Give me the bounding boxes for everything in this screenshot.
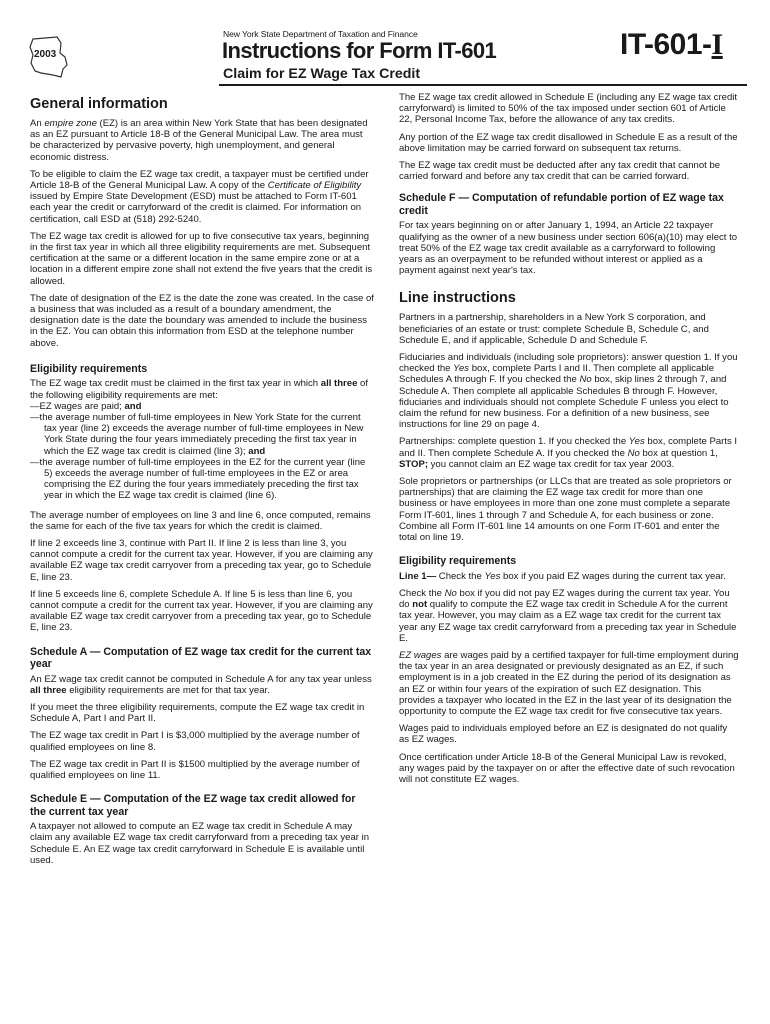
paragraph: Once certification under Article 18-B of the General Municipal Law is revoked, any wages paid by the taxpayer on or after the effective date of such revocation will not constitute EZ wages. xyxy=(399,751,735,786)
eligibility-list xyxy=(30,401,374,502)
department-name: New York State Department of Taxation and Finance xyxy=(223,29,418,39)
paragraph: The average number of employees on line 3 and line 6, once computed, remains the same for each of the five tax years for which the credit is claimed. xyxy=(30,509,371,532)
paragraph: EZ wages are wages paid by a certified taxpayer for full-time employment during the tax year in an area designated or previously designated as an EZ, if such employment is in a job created in the EZ during the period of its designation as an EZ or within four years of the expiration of such EZ designation. This provides a taxpayer who located in the EZ in the last year of its designation the opportunity to compute the EZ wage tax credit for five consecutive tax years. xyxy=(399,650,739,718)
paragraph: An EZ wage tax credit cannot be computed in Schedule A for any tax year unless all three eligibility requirements are met for that tax year. xyxy=(30,673,372,696)
paragraph: The date of designation of the EZ is the date the zone was created. In the case of a business that was included as a result of a boundary amendment, the designation date is the date the boundary was amended to include the business in the EZ. You can obtain this information from ESD at the telephone number above. xyxy=(30,292,374,349)
paragraph: Fiduciaries and individuals (including sole proprietors): answer question 1. If you checked the Yes box, complete Parts I and II. Then complete all applicable Schedules A through F. If you checked the No box, skip lines 2 through 7, and Schedule A. Then complete all applicable Schedules B through F. However, fiduciaries and individuals should not complete Schedule F unless you elect to claim the refund for new business. For a definition of a new business, see instructions for line 29 on page 4. xyxy=(399,352,738,431)
paragraph: The EZ wage tax credit is allowed for up to five consecutive tax years, beginning in the first tax year in which all three eligibility requirements are met. Subsequent certification at the same or a different location in the same empire zone or at a location in a different empire zone shall not extend the five years that the credit is allowed. xyxy=(30,230,373,287)
paragraph: If line 2 exceeds line 3, continue with Part II. If line 2 is less than line 3, you cannot compute a credit for the current tax year. However, if you are claiming any available EZ wage tax credit carryover from a preceding tax year, go to Schedule E, line 23. xyxy=(30,538,373,583)
paragraph: The EZ wage tax credit in Part II is $1500 multiplied by the average number of qualified employees on line 11. xyxy=(30,758,360,782)
paragraph: An empire zone (EZ) is an area within New York State that has been designated as an EZ pursuant to Article 18-B of the General Municipal Law. The area must be characterized by pervasive poverty, high unemployment, and general economic distress. xyxy=(30,118,368,163)
paragraph: If line 5 exceeds line 6, complete Schedule A. If line 5 is less than line 6, you cannot compute a credit for the current tax year. However, if you are claiming any available EZ wage tax credit carryover from a preceding tax year, go to Schedule E, line 23. xyxy=(30,588,373,634)
paragraph: A taxpayer not allowed to compute an EZ wage tax credit in Schedule A may claim any available EZ wage tax credit carryforward from a preceding tax year in Schedule E. An EZ wage tax credit carryforward in Schedule E is available until used. xyxy=(30,821,370,866)
paragraph: Wages paid to individuals employed before an EZ is designated do not qualify as EZ wages. xyxy=(399,723,728,746)
list-item: — the average number of full-time employees in the EZ for the current year (line 5) exceeds the average number of full-time employees in the EZ or area comprising the EZ during the four years immediately preceding the first tax year in which the EZ wage tax credit is claimed (line 6). xyxy=(30,457,374,502)
page-subtitle: Claim for EZ Wage Tax Credit xyxy=(223,66,421,82)
ny-state-logo xyxy=(27,33,71,79)
paragraph: If you meet the three eligibility requirements, compute the EZ wage tax credit in Schedule A, Part I and Part II. xyxy=(30,702,365,725)
paragraph: The EZ wage tax credit must be claimed in the first tax year in which all three of the following eligibility requirements are met: xyxy=(30,378,369,401)
paragraph: To be eligible to claim the EZ wage tax credit, a taxpayer must be certified under Article 18-B of the General Municipal Law. A copy of the Certificate of Eligibility issued by Empire State Development (ESD) must be attached to Form IT-601 each year the credit or carryforward of the credit is claimed. For information on certification, call ESD at (518) 292-5240. xyxy=(30,168,369,225)
schedule-f-heading: Schedule F — Computation of refundable portion of EZ wage tax credit xyxy=(399,192,724,217)
form-number-suffix: I xyxy=(711,28,723,61)
year-label: 2003 xyxy=(34,49,57,60)
eligibility-heading-right: Eligibility requirements xyxy=(399,555,517,568)
eligibility-heading: Eligibility requirements xyxy=(30,362,148,375)
paragraph: Partners in a partnership, shareholders in a New York S corporation, and beneficiaries of an estate or trust: complete Schedule B, Schedule C, and Schedule E, and if applicable, Schedule D and Schedule F. xyxy=(399,312,709,346)
paragraph: Partnerships: complete question 1. If you checked the Yes box, complete Parts I and II. Then complete Schedule A. If you checked the No box at question 1, STOP; you cannot claim an EZ wage tax credit for tax year 2003. xyxy=(399,436,738,470)
paragraph: The EZ wage tax credit must be deducted after any tax credit that cannot be carried forward and before any tax credit that can be carried forward. xyxy=(399,160,721,183)
line-instructions-heading: Line instructions xyxy=(399,290,516,307)
list-item: — the average number of full-time employees in New York State for the current tax year (line 2) exceeds the average number of full-time employees in New York State during the four years immediately preceding the first tax year in which the EZ wage tax credit is claimed (line 3); and xyxy=(30,412,374,457)
paragraph: For tax years beginning on or after January 1, 1994, an Article 22 taxpayer qualifying as the owner of a new business under section 606(a)(10) may elect to treat 50% of the EZ wage tax credit available as a carryforward to following years as an overpayment to be refunded without interest or applied as a payment against next year's tax. xyxy=(399,220,738,277)
form-number: IT-601-I xyxy=(620,28,723,61)
paragraph: Line 1— Check the Yes box if you paid EZ wages during the current tax year. xyxy=(399,570,726,582)
paragraph: The EZ wage tax credit in Part I is $3,000 multiplied by the average number of qualified employees on line 8. xyxy=(30,730,360,753)
list-item: — EZ wages are paid; and xyxy=(30,401,374,412)
left-column xyxy=(30,92,374,872)
paragraph: The EZ wage tax credit allowed in Schedule E (including any EZ wage tax credit carryforward) is limited to 50% of the tax imposed under section 601 of Article 22, Personal Income Tax, before the allowance of any tax credits. xyxy=(399,92,738,126)
paragraph: Check the No box if you did not pay EZ wages during the current tax year. You do not qualify to compute the EZ wage tax credit in Schedule A for the current tax year. However, you may claim as a EZ wage tax credit for the current tax year any EZ wage tax credit carryforward from a preceding tax year in Schedule E. xyxy=(399,588,737,644)
schedule-e-heading: Schedule E — Computation of the EZ wage tax credit allowed for the current tax year xyxy=(30,793,356,818)
general-info-heading: General information xyxy=(30,96,168,112)
paragraph: Any portion of the EZ wage tax credit disallowed in Schedule E as a result of the above limitation may be carried forward on subsequent tax returns. xyxy=(399,131,738,154)
header-rule xyxy=(219,84,747,86)
schedule-a-heading: Schedule A — Computation of EZ wage tax credit for the current tax year xyxy=(30,645,372,671)
paragraph: Sole proprietors or partnerships (or LLCs that are treated as sole proprietors or partnerships) that are claiming the EZ wage tax credit for more than one business or have employees in more than one zone must complete a separate Form IT-601, lines 1 through 7 and Schedule A, for each business or zone. Combine all Form IT-601 line 14 amounts on one Form IT-601 and enter the total on line 19. xyxy=(399,476,732,544)
right-column xyxy=(399,92,739,791)
page-title: Instructions for Form IT-601 xyxy=(222,38,497,63)
